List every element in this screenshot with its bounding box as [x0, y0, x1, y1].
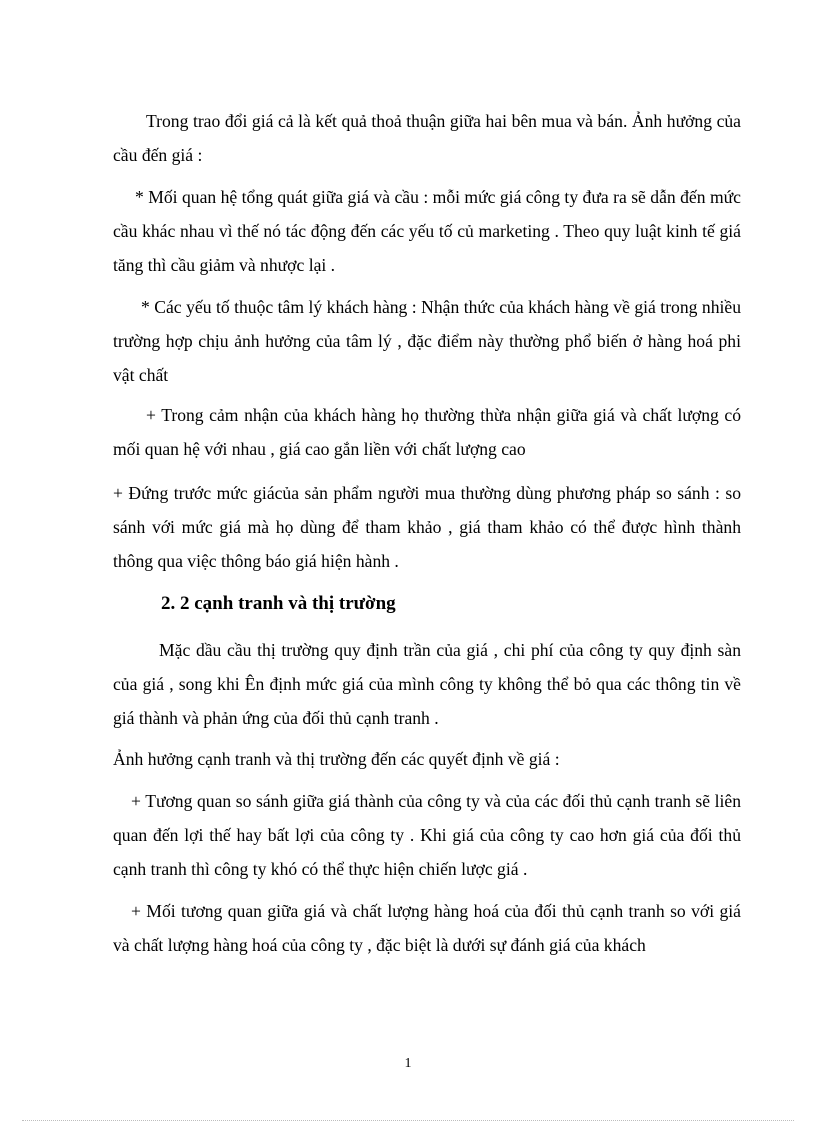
- paragraph-cost-comparison: + Tương quan so sánh giữa giá thành của công ty và của các đối thủ cạnh tranh sẽ liên quan đến lợi thế hay bất lợi của công ty . Khi giá của công ty cao hơn giá của đối thủ cạnh tranh thì công ty khó có thể thực hiện chiến lược giá .: [113, 791, 741, 879]
- paragraph-customer-psychology: * Các yếu tố thuộc tâm lý khách hàng : Nhận thức của khách hàng về giá trong nhiều trường hợp chịu ảnh hưởng của tâm lý , đặc điểm này thường phổ biến ở hàng hoá phi vật chất: [113, 297, 741, 385]
- paragraph-quality-perception: + Trong cảm nhận của khách hàng họ thường thừa nhận giữa giá và chất lượng có mối quan hệ với nhau , giá cao gắn liền với chất lượng cao: [113, 405, 741, 459]
- section-heading: 2. 2 cạnh tranh và thị trường: [161, 593, 396, 614]
- paragraph-reference-price: + Đứng trước mức giácủa sản phẩm người mua thường dùng phương pháp so sánh : so sánh với mức giá mà họ dùng để tham khảo , giá tham khảo có thể được hình thành thông qua việc thông báo giá hiện hành .: [113, 483, 741, 571]
- paragraph-competition-influence: Ảnh hưởng cạnh tranh và thị trường đến các quyết định về giá :: [113, 749, 560, 769]
- paragraph-ceiling-floor-price: Mặc dầu cầu thị trường quy định trần của giá , chi phí của công ty quy định sàn của giá , song khi Ên định mức giá của mình công ty không thể bỏ qua các thông tin về giá thành và phản ứng của đối thủ cạnh tranh .: [113, 640, 741, 728]
- paragraph-price-demand-relation: * Mối quan hệ tổng quát giữa giá và cầu : mỗi mức giá công ty đưa ra sẽ dẫn đến mức cầu khác nhau vì thế nó tác động đến các yếu tố củ marketing . Theo quy luật kinh tế giá tăng thì cầu giảm và nhược lại .: [113, 187, 741, 275]
- paragraph-quality-comparison: + Mối tương quan giữa giá và chất lượng hàng hoá của đối thủ cạnh tranh so với giá và chất lượng hàng hoá của công ty , đặc biệt là dưới sự đánh giá của khách: [113, 901, 741, 955]
- page-number: 1: [404, 1056, 412, 1071]
- paragraph-price-agreement: Trong trao đổi giá cả là kết quả thoả thuận giữa hai bên mua và bán. Ảnh hưởng của cầu đến giá :: [113, 111, 741, 165]
- page-bottom-divider: [22, 1120, 794, 1121]
